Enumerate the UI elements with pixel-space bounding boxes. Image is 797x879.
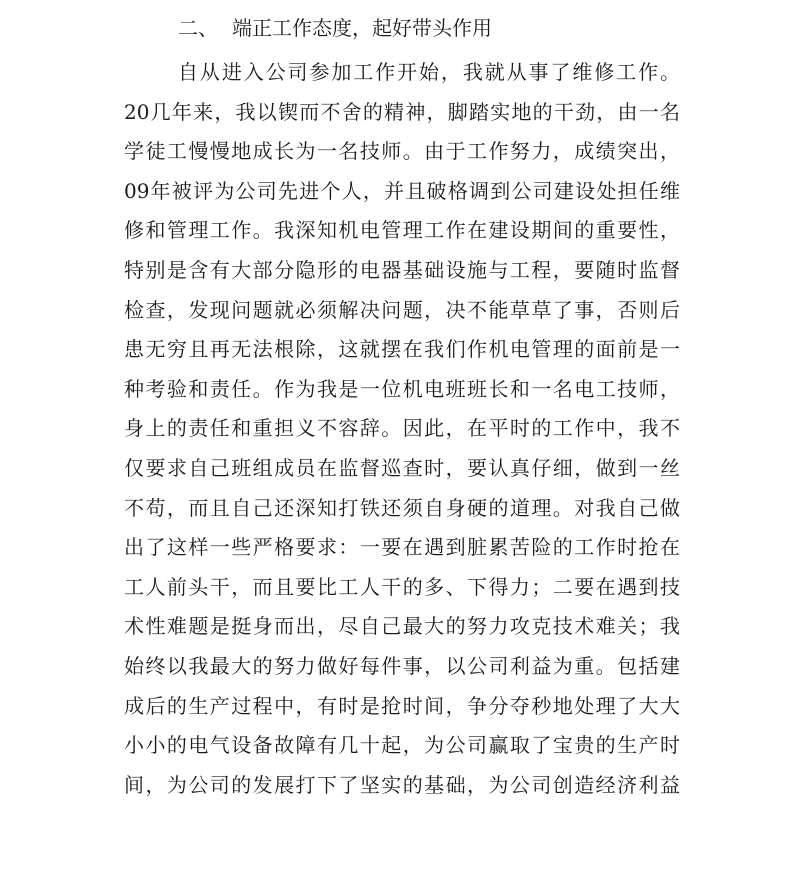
text-line: 种考验和责任。作为我是一位机电班班长和一名电工技师，	[124, 376, 680, 401]
text-line: 小小的电气设备故障有几十起，为公司赢取了宝贵的生产时	[124, 733, 680, 758]
text-line: 检查，发现问题就必须解决问题，决不能草草了事，否则后	[124, 297, 680, 322]
text-line: 不苟，而且自己还深知打铁还须自身硬的道理。对我自己做	[124, 495, 680, 520]
text-line: 患无穷且再无法根除，这就摆在我们作机电管理的面前是一	[124, 337, 680, 362]
section-heading	[178, 10, 492, 46]
text-line: 20几年来，我以锲而不舍的精神，脚踏实地的干劲，由一名	[124, 99, 680, 124]
text-line: 学徒工慢慢地成长为一名技师。由于工作努力，成绩突出，	[124, 139, 680, 164]
text-line: 09年被评为公司先进个人，并且破格调到公司建设处担任维	[124, 178, 680, 203]
text-line: 特别是含有大部分隐形的电器基础设施与工程，要随时监督	[124, 257, 680, 282]
text-line: 始终以我最大的努力做好每件事，以公司利益为重。包括建	[124, 653, 680, 678]
paragraph	[124, 53, 680, 805]
text-line: 间，为公司的发展打下了坚实的基础，为公司创造经济利益	[124, 772, 680, 797]
section-number: 二、	[178, 16, 218, 40]
text-line: 自从进入公司参加工作开始，我就从事了维修工作。	[178, 60, 680, 84]
text-line: 成后的生产过程中，有时是抢时间，争分夺秒地处理了大大	[124, 693, 680, 718]
text-line: 身上的责任和重担义不容辞。因此，在平时的工作中，我不	[124, 416, 680, 441]
text-line: 修和管理工作。我深知机电管理工作在建设期间的重要性，	[124, 218, 680, 243]
text-line: 工人前头干，而且要比工人干的多、下得力；二要在遇到技	[124, 574, 680, 599]
text-line: 术性难题是挺身而出，尽自己最大的努力攻克技术难关；我	[124, 614, 680, 639]
text-line: 出了这样一些严格要求：一要在遇到脏累苦险的工作时抢在	[124, 535, 680, 560]
text-line: 仅要求自己班组成员在监督巡查时，要认真仔细，做到一丝	[124, 455, 680, 480]
section-title: 端正工作态度，起好带头作用	[232, 16, 492, 40]
